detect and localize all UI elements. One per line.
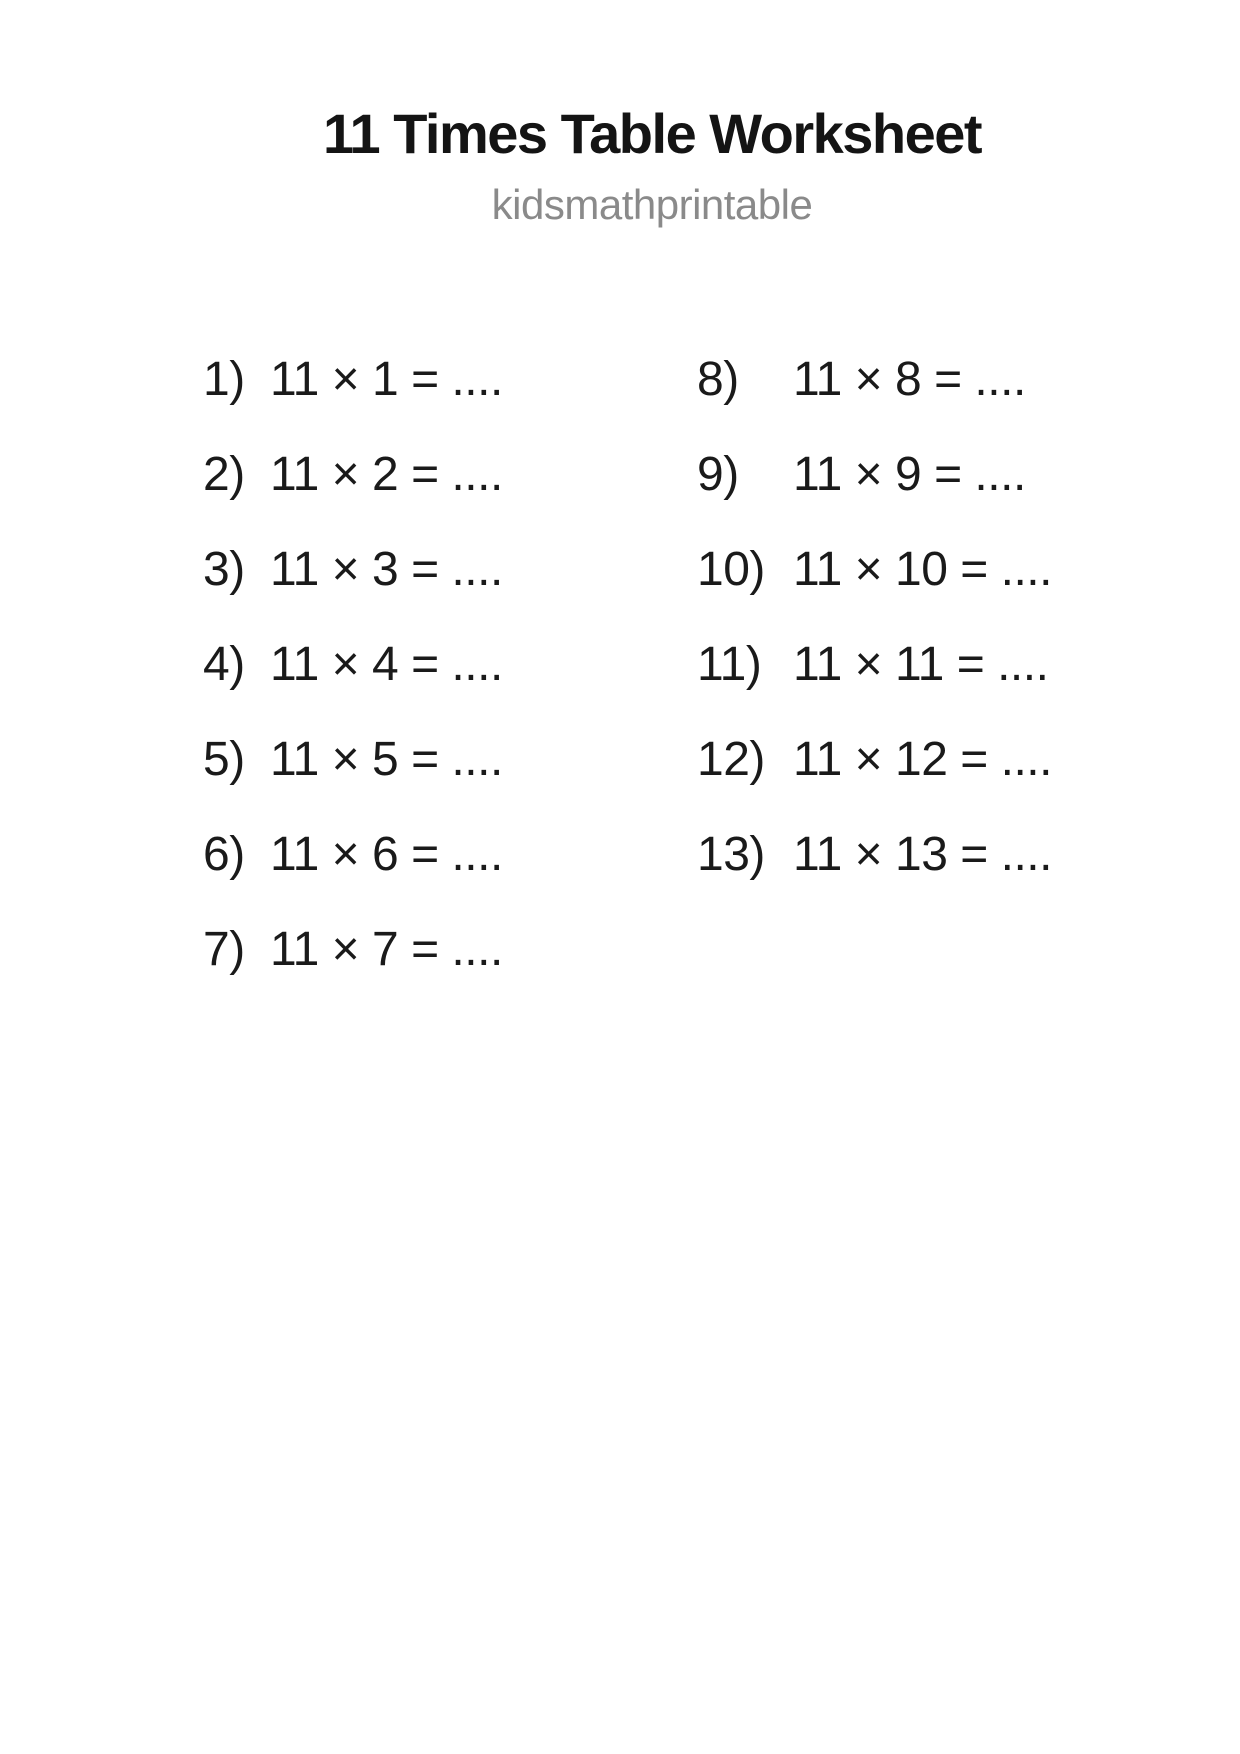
problem-row	[203, 902, 503, 997]
problem-expression: 11 × 9 = ....	[793, 448, 1026, 501]
problem-row	[203, 522, 503, 617]
problem-expression: 11 × 4 = ....	[270, 638, 503, 691]
problem-expression: 11 × 13 = ....	[793, 828, 1052, 881]
problem-row	[697, 807, 1052, 902]
problem-number: 12)	[697, 733, 765, 786]
problem-number: 13)	[697, 828, 765, 881]
problem-expression: 11 × 3 = ....	[270, 543, 503, 596]
problem-row	[697, 522, 1052, 617]
problem-row	[697, 712, 1052, 807]
problem-expression: 11 × 7 = ....	[270, 923, 503, 976]
problems-left-column	[203, 332, 503, 997]
problem-expression: 11 × 12 = ....	[793, 733, 1052, 786]
problem-number: 5)	[203, 733, 245, 786]
problem-expression: 11 × 1 = ....	[270, 353, 503, 406]
problem-row	[203, 712, 503, 807]
problem-number: 8)	[697, 353, 739, 406]
problem-row	[697, 332, 1052, 427]
problem-number: 11)	[697, 638, 762, 691]
problem-expression: 11 × 6 = ....	[270, 828, 503, 881]
problem-row	[203, 807, 503, 902]
site-name-subtitle: kidsmathprintable	[491, 181, 813, 228]
problem-number: 6)	[203, 828, 245, 881]
problem-expression: 11 × 11 = ....	[793, 638, 1049, 691]
problem-number: 4)	[203, 638, 245, 691]
worksheet-header	[64, 102, 1240, 228]
problems-right-column	[697, 332, 1052, 902]
problem-expression: 11 × 10 = ....	[793, 543, 1052, 596]
problem-number: 7)	[203, 923, 245, 976]
problem-number: 3)	[203, 543, 245, 596]
problem-expression: 11 × 2 = ....	[270, 448, 503, 501]
problem-row	[697, 427, 1052, 522]
problem-expression: 11 × 5 = ....	[270, 733, 503, 786]
problem-number: 9)	[697, 448, 739, 501]
problem-row	[203, 427, 503, 522]
problem-number: 1)	[203, 353, 245, 406]
problem-row	[697, 617, 1052, 712]
problem-row	[203, 617, 503, 712]
problem-expression: 11 × 8 = ....	[793, 353, 1026, 406]
problem-number: 10)	[697, 543, 765, 596]
problem-row	[203, 332, 503, 427]
problem-number: 2)	[203, 448, 245, 501]
page-title: 11 Times Table Worksheet	[322, 102, 982, 165]
